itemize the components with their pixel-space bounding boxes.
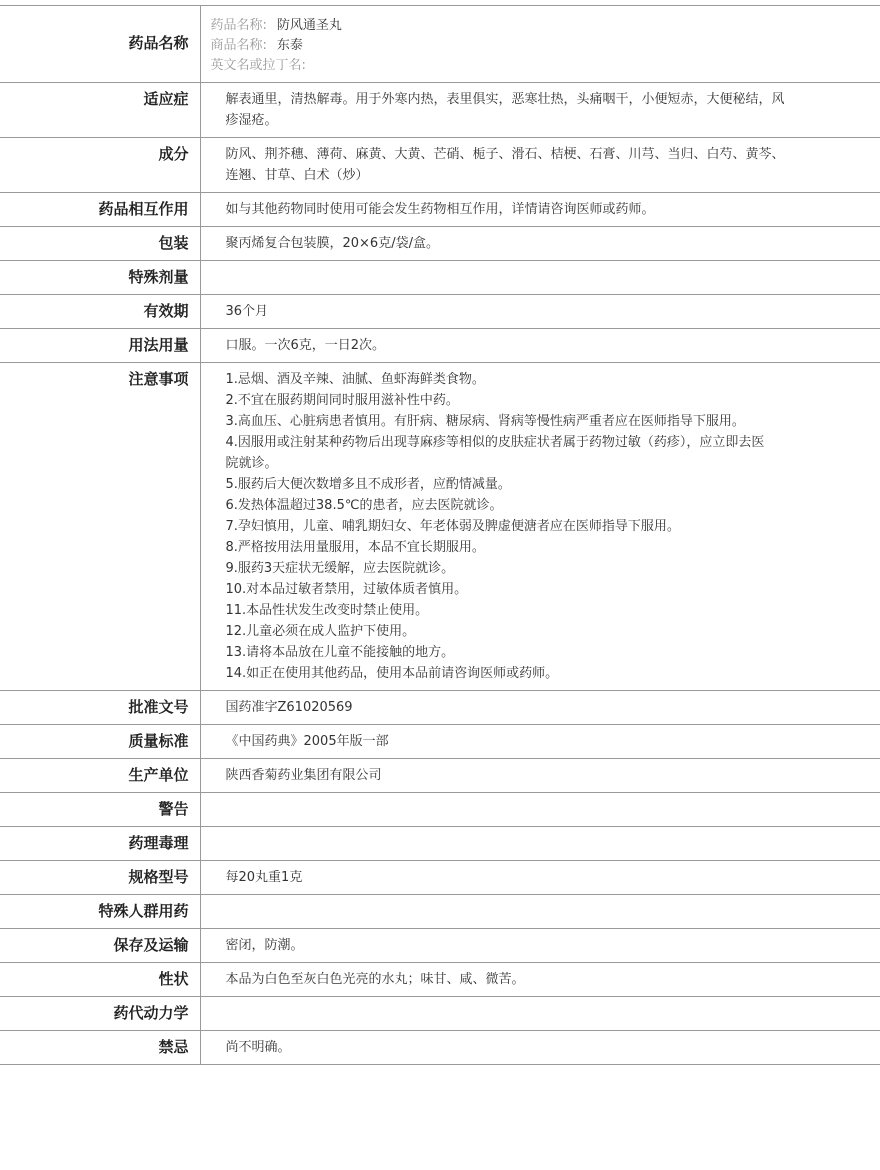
label-interactions: 药品相互作用 xyxy=(0,193,200,227)
value-packaging: 聚丙烯复合包装膜，20×6克/袋/盒。 xyxy=(200,227,880,261)
row-packaging xyxy=(0,227,880,261)
value-shelf-life: 36个月 xyxy=(200,295,880,329)
row-quality-standard xyxy=(0,725,880,759)
precaution-item: 2.不宜在服药期间同时服用滋补性中药。 xyxy=(225,393,459,408)
precaution-item: 14.如正在使用其他药品，使用本品前请咨询医师或药师。 xyxy=(225,666,559,681)
row-manufacturer xyxy=(0,759,880,793)
precaution-item: 12.儿童必须在成人监护下使用。 xyxy=(225,624,416,639)
value-interactions: 如与其他药物同时使用可能会发生药物相互作用，详情请咨询医师或药师。 xyxy=(200,193,880,227)
row-interactions xyxy=(0,193,880,227)
row-shelf-life xyxy=(0,295,880,329)
value-pharmacology xyxy=(200,827,880,861)
value-storage: 密闭，防潮。 xyxy=(200,929,880,963)
precaution-item: 9.服药3天症状无缓解，应去医院就诊。 xyxy=(225,561,455,576)
label-specification: 规格型号 xyxy=(0,861,200,895)
value-approval-number: 国药准字Z61020569 xyxy=(200,691,880,725)
label-storage: 保存及运输 xyxy=(0,929,200,963)
label-packaging: 包装 xyxy=(0,227,200,261)
value-precautions xyxy=(200,363,880,691)
warning-text xyxy=(226,799,861,819)
row-pharmacology xyxy=(0,827,880,861)
value-manufacturer: 陕西香菊药业集团有限公司 xyxy=(200,759,880,793)
row-usage xyxy=(0,329,880,363)
precaution-item: 11.本品性状发生改变时禁止使用。 xyxy=(225,603,429,618)
row-contraindications xyxy=(0,1031,880,1065)
label-approval-number: 批准文号 xyxy=(0,691,200,725)
pharmacokinetics-text xyxy=(226,1003,861,1023)
row-properties xyxy=(0,963,880,997)
ingredients-text: 防风、荆芥穗、薄荷、麻黄、大黄、芒硝、栀子、滑石、桔梗、石膏、川芎、当归、白芍、黄芩、连翘、甘草、白术（炒） xyxy=(225,147,785,183)
label-special-dosage: 特殊剂量 xyxy=(0,261,200,295)
row-approval-number xyxy=(0,691,880,725)
label-drug-name: 药品名称 xyxy=(0,6,200,83)
row-pharmacokinetics xyxy=(0,997,880,1031)
generic-name-key: 药品名称: xyxy=(210,18,267,33)
trade-name-value: 东泰 xyxy=(276,38,303,53)
value-pharmacokinetics xyxy=(200,997,880,1031)
label-manufacturer: 生产单位 xyxy=(0,759,200,793)
label-properties: 性状 xyxy=(0,963,200,997)
generic-name-value: 防风通圣丸 xyxy=(276,18,342,33)
value-ingredients xyxy=(200,138,880,193)
value-special-population xyxy=(200,895,880,929)
value-warning xyxy=(200,793,880,827)
english-name-key: 英文名或拉丁名: xyxy=(210,58,306,73)
row-storage xyxy=(0,929,880,963)
generic-name-line xyxy=(211,16,861,36)
precaution-item: 7.孕妇慎用，儿童、哺乳期妇女、年老体弱及脾虚便溏者应在医师指导下服用。 xyxy=(225,519,680,534)
precaution-item: 5.服药后大便次数增多且不成形者，应酌情减量。 xyxy=(225,477,511,492)
label-special-population: 特殊人群用药 xyxy=(0,895,200,929)
label-pharmacokinetics: 药代动力学 xyxy=(0,997,200,1031)
precaution-item: 3.高血压、心脏病患者慎用。有肝病、糖尿病、肾病等慢性病严重者应在医师指导下服用。 xyxy=(225,414,745,429)
row-specification xyxy=(0,861,880,895)
value-quality-standard: 《中国药典》2005年版一部 xyxy=(200,725,880,759)
label-quality-standard: 质量标准 xyxy=(0,725,200,759)
label-usage: 用法用量 xyxy=(0,329,200,363)
precaution-item: 8.严格按用法用量服用，本品不宜长期服用。 xyxy=(225,540,485,555)
precaution-item: 10.对本品过敏者禁用，过敏体质者慎用。 xyxy=(225,582,468,597)
english-name-line xyxy=(211,56,861,76)
row-indications xyxy=(0,83,880,138)
value-specification: 每20丸重1克 xyxy=(200,861,880,895)
row-precautions xyxy=(0,363,880,691)
label-warning: 警告 xyxy=(0,793,200,827)
row-drug-name xyxy=(0,6,880,83)
value-contraindications: 尚不明确。 xyxy=(200,1031,880,1065)
row-ingredients xyxy=(0,138,880,193)
value-special-dosage xyxy=(200,261,880,295)
special-dosage-text xyxy=(226,267,861,287)
label-ingredients: 成分 xyxy=(0,138,200,193)
row-special-dosage xyxy=(0,261,880,295)
trade-name-line xyxy=(211,36,861,56)
special-population-text xyxy=(226,901,861,921)
value-properties: 本品为白色至灰白色光亮的水丸；味甘、咸、微苦。 xyxy=(200,963,880,997)
row-special-population xyxy=(0,895,880,929)
label-contraindications: 禁忌 xyxy=(0,1031,200,1065)
pharmacology-text xyxy=(226,833,861,853)
label-indications: 适应症 xyxy=(0,83,200,138)
precaution-item: 6.发热体温超过38.5℃的患者，应去医院就诊。 xyxy=(225,498,503,513)
label-precautions: 注意事项 xyxy=(0,363,200,691)
value-usage: 口服。一次6克，一日2次。 xyxy=(200,329,880,363)
value-indications xyxy=(200,83,880,138)
precaution-item: 4.因服用或注射某种药物后出现荨麻疹等相似的皮肤症状者属于药物过敏（药疹），应立即去医院就诊。 xyxy=(225,435,765,471)
trade-name-key: 商品名称: xyxy=(210,38,267,53)
drug-info-table xyxy=(0,5,880,1065)
indications-text: 解表通里，清热解毒。用于外寒内热，表里俱实，恶寒壮热，头痛咽干，小便短赤，大便秘结，风疹湿疮。 xyxy=(225,92,785,128)
precaution-item: 1.忌烟、酒及辛辣、油腻、鱼虾海鲜类食物。 xyxy=(225,372,485,387)
label-shelf-life: 有效期 xyxy=(0,295,200,329)
row-warning xyxy=(0,793,880,827)
precaution-item: 13.请将本品放在儿童不能接触的地方。 xyxy=(225,645,455,660)
value-drug-name xyxy=(200,6,880,83)
label-pharmacology: 药理毒理 xyxy=(0,827,200,861)
